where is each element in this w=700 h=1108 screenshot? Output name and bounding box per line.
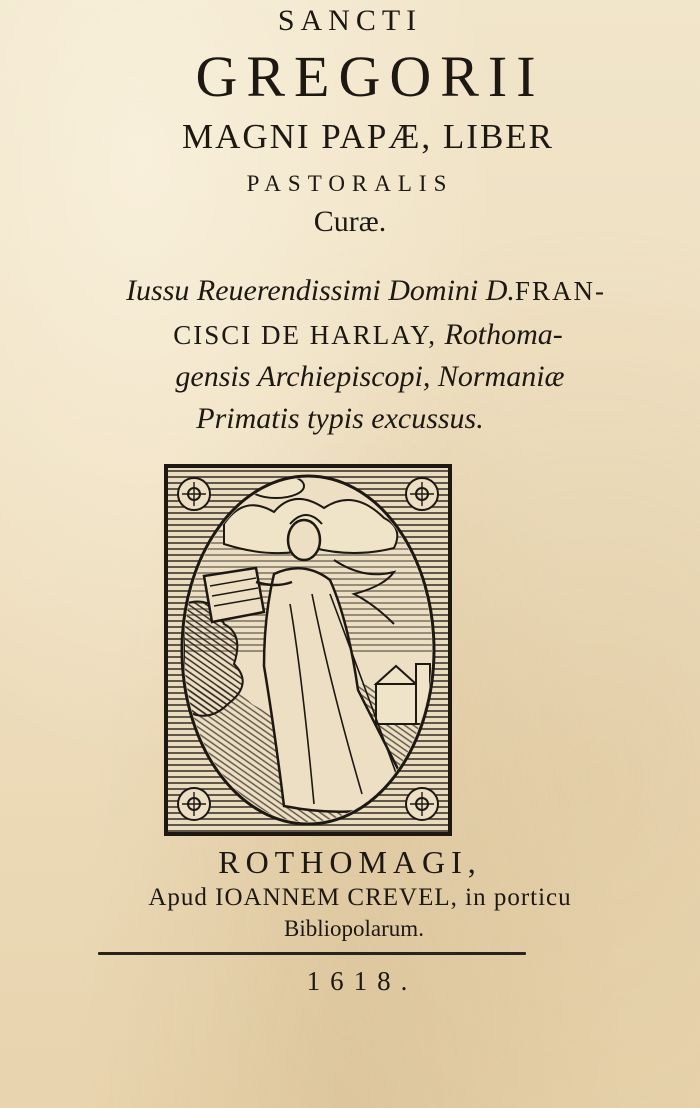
- imprimatur-line-3: gensis Archiepiscopi, Normaniæ: [175, 360, 565, 393]
- imprint-year: 1618.: [306, 966, 418, 996]
- imprint-printer-2: Bibliopolarum.: [284, 916, 424, 941]
- imprimatur-line-1-italic: Iussu Reuerendissimi Domini D.: [126, 274, 515, 307]
- imprimatur-line-2-italic: Rothoma-: [436, 318, 563, 351]
- imprimatur-line-4: Primatis typis excussus.: [196, 402, 484, 435]
- imprint-printer: Apud IOANNEM CREVEL, in porticu: [148, 884, 572, 911]
- title-line-magni: MAGNI PAPÆ, LIBER: [181, 117, 555, 156]
- imprimatur-line-2: [18, 320, 700, 350]
- title-line-curae: Curæ.: [313, 205, 387, 238]
- woodcut-illustration: [164, 464, 452, 836]
- title-line-pastoralis: PASTORALIS: [246, 171, 454, 196]
- imprint-rule: [98, 952, 526, 955]
- imprimatur-line-1-caps: FRAN-: [514, 276, 606, 306]
- imprimatur-line-1: [16, 276, 700, 306]
- title-line-sancti: SANCTI: [277, 4, 423, 37]
- title-line-gregorii: GREGORII: [195, 44, 545, 109]
- imprint-city: ROTHOMAGI,: [218, 844, 482, 880]
- imprimatur-line-2-caps: CISCI DE HARLAY,: [173, 320, 437, 350]
